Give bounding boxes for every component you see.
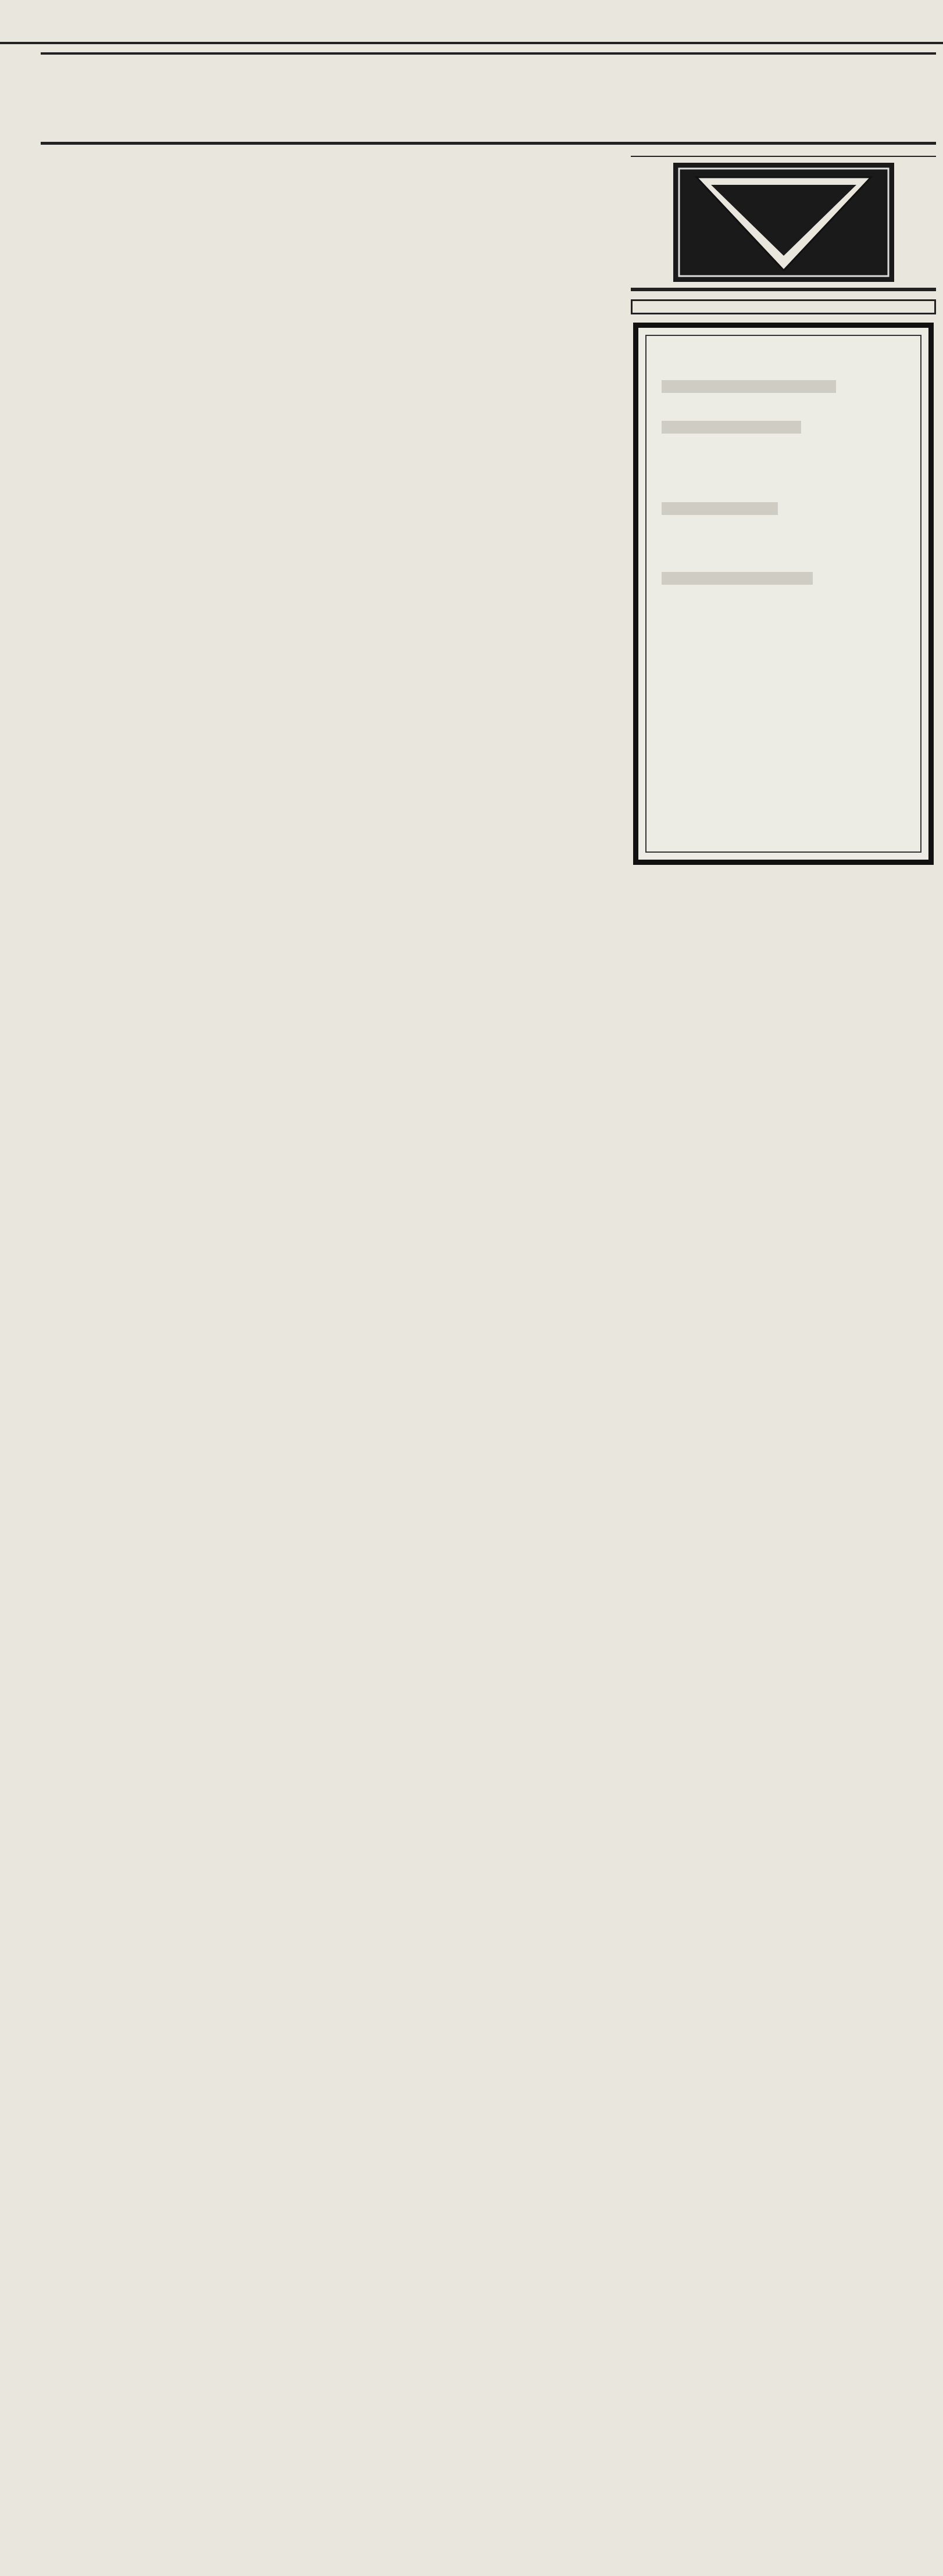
sordobe-logo	[673, 163, 894, 282]
especialista-ad	[631, 299, 936, 314]
faded-text-block	[662, 421, 801, 434]
running-head	[0, 0, 943, 44]
faded-text-block	[662, 380, 836, 393]
vida-rural-title	[631, 288, 936, 291]
section-banner	[41, 52, 936, 145]
article-column-1	[12, 247, 313, 2557]
article-column-3	[631, 150, 936, 2562]
funeral-notice-frame	[645, 335, 921, 853]
faded-text-block	[662, 572, 813, 585]
funeral-notice	[633, 323, 934, 865]
faded-text-block	[662, 502, 778, 515]
sordobe-ad	[673, 163, 894, 282]
rule	[631, 156, 936, 157]
article-headline	[17, 150, 622, 214]
article-column-2	[321, 247, 622, 2557]
article-subheadline	[134, 209, 541, 244]
